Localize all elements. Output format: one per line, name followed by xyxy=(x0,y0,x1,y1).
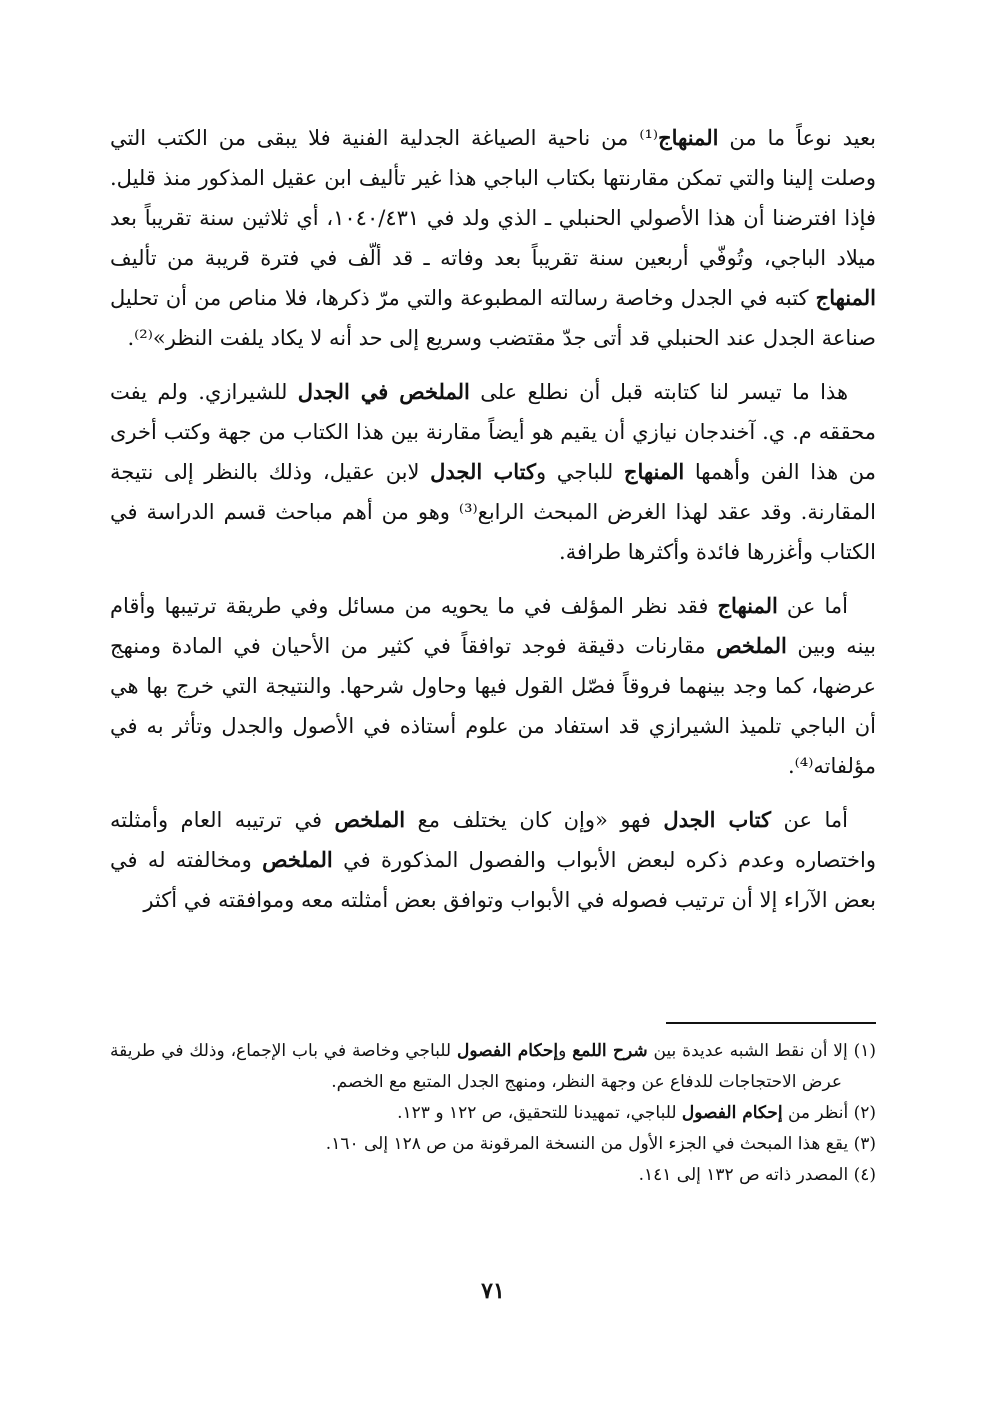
bold-title: الملخص في الجدل xyxy=(297,379,470,404)
text-run: فقد نظر المؤلف في ما يحويه من مسائل وفي طريقة ترتيبها وأقام بينه وبين xyxy=(110,594,877,658)
paragraph-2 xyxy=(110,372,876,572)
text-run: هذا ما تيسر لنا كتابته قبل أن نطلع على xyxy=(469,380,849,404)
text-run: في ترتيبه العام وأمثلته واختصاره وعدم ذكره لبعض الأبواب والفصول المذكورة في xyxy=(110,808,877,872)
footnote-1 xyxy=(110,1036,876,1098)
footnote-3 xyxy=(110,1129,876,1160)
text-run: لابن عقيل، وذلك بالنظر إلى نتيجة المقارنة. وقد عقد لهذا الغرض المبحث الرابع⁽³⁾ وهو من أهم مباحث قسم الدراسة في الكتاب وأغزرها فائدة وأكثرها طرافة. xyxy=(110,460,876,564)
text-run: للشيرازي. ولم يفت محققه م. ي. آخندجان نيازي أن يقيم هو أيضاً مقارنة بين هذا الكتاب من جهة وكتب أخرى من هذا الفن وأهمها xyxy=(110,380,877,484)
text-run: من ناحية الصياغة الجدلية الفنية فلا يبقى من الكتب التي وصلت إلينا والتي تمكن مقارنتها بكتاب الباجي هذا غير تأليف ابن عقيل المذكور منذ قليل. فإذا افترضنا أن هذا الأصولي الحنبلي ـ الذي ولد في ١٠٤٠/٤٣١، أي ثلاثين سنة تقريباً بعد ميلاد الباجي، وتُوفّي أربعين سنة تقريباً بعد وفاته ـ قد ألّف في فترة قريبة من تأليف xyxy=(110,126,876,270)
bold-title: كتاب الجدل xyxy=(430,459,536,484)
bold-title: إحكام الفصول xyxy=(457,1041,559,1061)
text-run: للباجي و xyxy=(535,460,624,484)
paragraph-4 xyxy=(110,800,876,920)
text-run: (٢) أنظر من xyxy=(782,1103,876,1123)
bold-title: المنهاج xyxy=(815,285,876,310)
text-run: أما عن xyxy=(777,594,848,618)
text-run: مقارنات دقيقة فوجد توافقاً في كثير من الأحيان في المادة ومنهج عرضها، كما وجد بينهما فروقاً فصّل القول فيها وحاول شرحها. والنتيجة التي خرج بها هي أن الباجي تلميذ الشيرازي قد استفاد من علوم أستاذه في الأصول والجدل وتأثر به في مؤلفاته⁽⁴⁾. xyxy=(110,634,877,778)
text-run: للباجي، تمهيدنا للتحقيق، ص ١٢٢ و ١٢٣. xyxy=(397,1103,682,1123)
paragraph-1 xyxy=(110,118,876,358)
paragraph-3 xyxy=(110,586,876,786)
text-run: (٣) يقع هذا المبحث في الجزء الأول من النسخة المرقونة من ص ١٢٨ إلى ١٦٠. xyxy=(325,1134,876,1154)
text-run: (٤) المصدر ذاته ص ١٣٢ إلى ١٤١. xyxy=(638,1165,876,1185)
footnotes xyxy=(110,1036,876,1191)
footnote-separator xyxy=(666,1022,876,1024)
text-run: و xyxy=(558,1041,573,1061)
text-run: للباجي وخاصة في باب الإجماع، وذلك في طريقة عرض الاحتجاجات للدفاع عن وجهة النظر، ومنهج الجدل المتبع مع الخصم. xyxy=(110,1041,842,1092)
text-run: فهو «وإن كان يختلف مع xyxy=(405,808,664,832)
bold-title: شرح اللمع xyxy=(572,1041,648,1061)
bold-title: الملخص xyxy=(334,807,406,832)
footnote-2 xyxy=(110,1098,876,1129)
bold-title: الملخص xyxy=(262,847,333,872)
bold-title: المنهاج xyxy=(717,593,778,618)
text-run: ⁽¹⁾ xyxy=(628,126,659,150)
text-run: (١) إلا أن نقط الشبه عديدة بين xyxy=(647,1041,877,1061)
bold-title: إحكام الفصول xyxy=(681,1103,783,1123)
footnote-4 xyxy=(110,1160,876,1191)
text-run: بعيد نوعاً ما من xyxy=(718,126,876,150)
main-text xyxy=(110,118,876,934)
bold-title: المنهاج xyxy=(623,459,685,484)
text-run: أما عن xyxy=(771,808,848,832)
bold-title: كتاب الجدل xyxy=(663,807,772,832)
text-run: كتبه في الجدل وخاصة رسالته المطبوعة والتي مرّ ذكرها، فلا مناص من أن تحليل صناعة الجدل عند الحنبلي قد أتى جدّ مقتضب وسريع إلى حد أنه لا يكاد يلفت النظر»⁽²⁾. xyxy=(110,286,876,350)
page-number: ٧١ xyxy=(481,1278,505,1304)
bold-title: المنهاج xyxy=(658,125,719,150)
bold-title: الملخص xyxy=(716,633,787,658)
text-run: ومخالفته له في بعض الآراء إلا أن ترتيب فصوله في الأبواب وتوافق بعض أمثلته معه وموافقته في أكثر xyxy=(110,848,876,912)
